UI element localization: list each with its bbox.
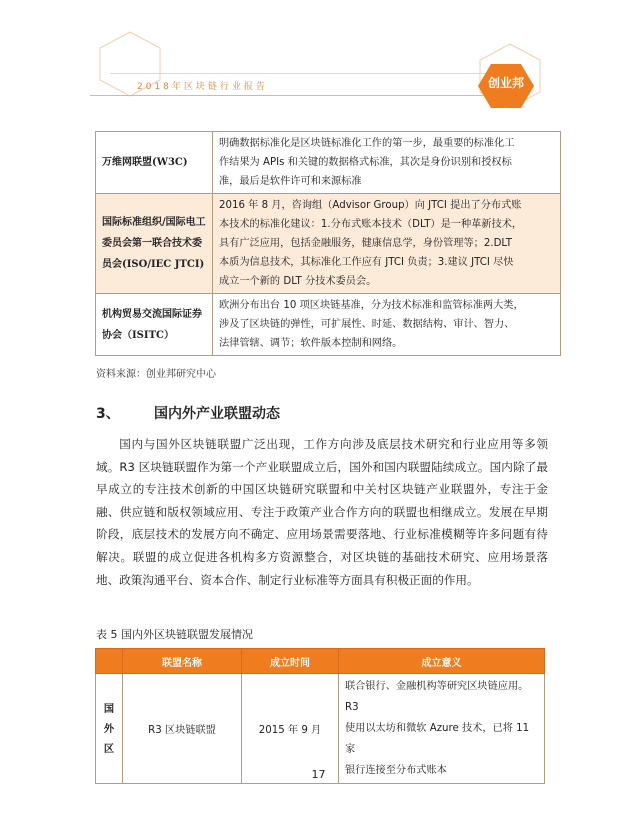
header-cell: 成立意义: [339, 649, 545, 674]
standards-org-table: [95, 131, 561, 356]
logo-text: 创业邦: [487, 76, 524, 90]
alliance-table: [95, 648, 545, 784]
source-note: 资料来源：创业邦研究中心: [96, 369, 216, 380]
header-rule-top: [110, 73, 500, 74]
table-row: [96, 194, 561, 294]
body-paragraph: 国内与国外区块链联盟广泛出现，工作方向涉及底层技术研究和行业应用等多领域。R3 区块链联盟作为第一个产业联盟成立后，国外和国内联盟陆续成立。国内除了最早成立的专注技术创新的中国区块链研究联盟和中关村区块链产业联盟外，专注于金融、供应链和版权领域应用、专注于政策产业合作方向的联盟也相继成立。发展在早期阶段，底层技术的发展方向不确定、应用场景需要落地、行业标准模糊等许多问题有待解决。联盟的成立促进各机构多方资源整合，对区块链的基础技术研究、应用场景落地、政策沟通平台、资本合作、制定行业标准等方面具有积极正面的作用。: [96, 437, 548, 587]
desc-line: 明确数据标准化是区块链标准化工作的第一步，最重要的标准化工: [219, 138, 515, 149]
desc-line: 准，最后是软件许可和来源标准: [219, 176, 362, 187]
org-description: [213, 132, 561, 194]
header-rule: [90, 95, 500, 96]
page-number: 17: [311, 768, 326, 781]
org-name: 机构贸易交流国际证券协会（ISITC）: [96, 294, 213, 356]
desc-line: 本质为信息技术，其标准化工作应有 JTCI 负责；3.建议 JTCI 尽快: [219, 257, 514, 268]
header-cell: 联盟名称: [123, 649, 242, 674]
significance: [339, 674, 545, 784]
table-row: [96, 674, 545, 784]
desc-line: 欧洲分布出台 10 项区块链基准，分为技术标准和监管标准两大类，: [219, 300, 524, 311]
desc-line: 2016 年 8 月，咨询组（Advisor Group）向 JTCI 提出了分布式账: [219, 200, 522, 211]
founding-time: 2015 年 9 月: [242, 674, 339, 784]
org-name: 国际标准组织/国际电工委员会第一联合技术委员会(ISO/IEC JTCI): [96, 194, 213, 294]
org-description: [213, 194, 561, 294]
alliance-name: R3 区块链联盟: [123, 674, 242, 784]
section-number: 3、: [96, 406, 120, 422]
sig-line: 使用以太坊和微软 Azure 技术，已将 11 家: [345, 723, 530, 755]
table-caption: 表 5 国内外区块链联盟发展情况: [96, 628, 253, 641]
header-cell: 成立时间: [242, 649, 339, 674]
section-title: 国内外产业联盟动态: [154, 406, 280, 422]
region-cell: 国外区: [96, 674, 123, 784]
table-row: [96, 132, 561, 194]
section-heading: [96, 403, 280, 423]
desc-line: 本技术的标准化建议：1.分布式账本技术（DLT）是一种革新技术，: [219, 219, 523, 230]
desc-line: 法律管辖、调节；软件版本控制和网络。: [219, 338, 403, 349]
desc-line: 具有广泛应用，包括金融服务，健康信息学，身份管理等；2.DLT: [219, 238, 512, 249]
desc-line: 涉及了区块链的弹性，可扩展性、时延、数据结构、审计、智力、: [219, 319, 515, 330]
report-title: 2018年区块链行业报告: [137, 82, 268, 92]
table-header-row: [96, 649, 545, 674]
sig-line: 联合银行、金融机构等研究区块链应用。R3: [345, 681, 529, 713]
sig-line: 银行连接至分布式账本: [345, 765, 447, 776]
desc-line: 成立一个新的 DLT 分技术委员会。: [219, 276, 377, 287]
header-cell: [96, 649, 123, 674]
org-name: 万维网联盟(W3C): [96, 132, 213, 194]
desc-line: 作结果为 APIs 和关键的数据格式标准，其次是身份识别和授权标: [219, 157, 512, 168]
table-row: [96, 294, 561, 356]
org-description: [213, 294, 561, 356]
